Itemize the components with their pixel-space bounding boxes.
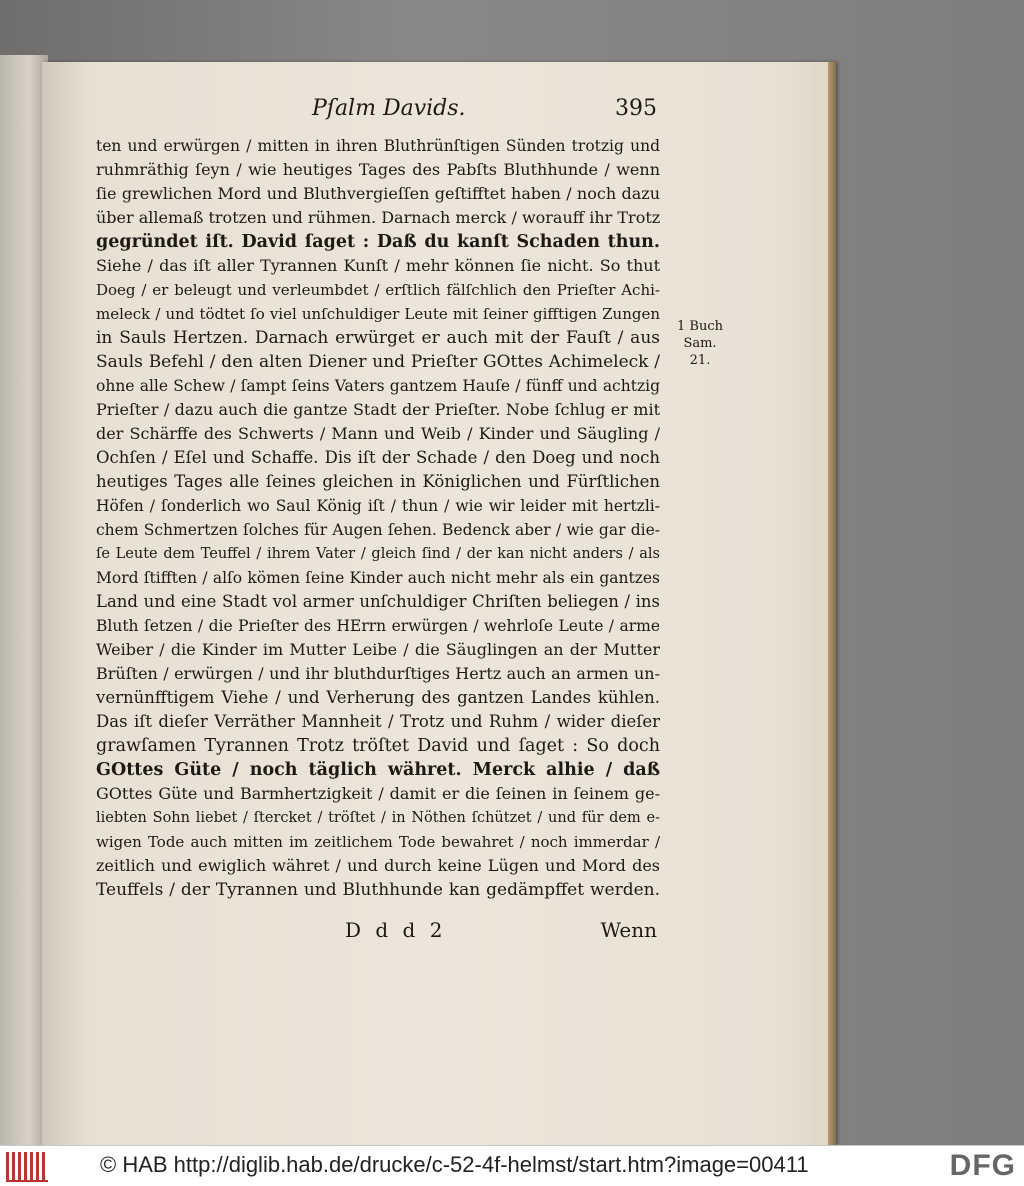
text-line: Siehe / das iſt aller Tyrannen Kunſt / mehr können ſie nicht. So thut [96, 256, 660, 275]
text-line: liebten Sohn liebet / ſtercket / tröſtet / in Nöthen ſchützet / und für dem e- [96, 810, 660, 826]
text-line: in Sauls Hertzen. Darnach erwürget er auch mit der Fauſt / aus [96, 328, 660, 348]
text-line: Land und eine Stadt vol armer unſchuldiger Chriſten beliegen / ins [96, 592, 660, 611]
margin-note-line: Sam. [683, 336, 717, 351]
barcode-icon [6, 1152, 48, 1182]
text-line: Höfen / ſonderlich wo Saul König iſt / thun / wie wir leider mit hertzli- [96, 497, 660, 515]
catchline [345, 918, 657, 944]
running-head [312, 96, 657, 126]
margin-note-line: 1 Buch [677, 319, 723, 334]
text-line: Das iſt dieſer Verräther Mannheit / Trotz und Ruhm / wider dieſer [96, 712, 660, 731]
text-line: GOttes Güte und Barmhertzigkeit / damit er die ſeinen in ſeinem ge- [96, 784, 660, 803]
text-line: gegründet iſt. David ſaget : Daß du kanſt Schaden thun. [96, 232, 660, 252]
text-line: der Schärffe des Schwerts / Mann und Weib / Kinder und Säugling / [96, 424, 660, 443]
text-line: heutiges Tages alle ſeines gleichen in Königlichen und Fürſtlichen [96, 472, 660, 491]
text-line: Brüſten / erwürgen / und ihr bluthdurſtiges Hertz auch an armen un- [96, 664, 660, 683]
text-line: Sauls Befehl / den alten Diener und Prieſter GOttes Achimeleck / [96, 352, 660, 372]
running-title: Pſalm Davids. [312, 96, 466, 121]
margin-note [670, 318, 730, 369]
credit-link[interactable]: © HAB http://diglib.hab.de/drucke/c-52-4f-helmst/start.htm?image=00411 [100, 1152, 809, 1177]
text-line: Doeg / er beleugt und verleumbdet / erſtlich fälſchlich den Prieſter Achi- [96, 281, 660, 299]
text-line: Prieſter / dazu auch die gantze Stadt der Prieſter. Nobe ſchlug er mit [96, 400, 660, 419]
text-line: chem Schmertzen ſolches für Augen ſehen. Bedenck aber / wie gar die- [96, 521, 660, 539]
text-line: Teuffels / der Tyrannen und Bluthhunde kan gedämpffet werden. [96, 880, 660, 900]
page-number: 395 [615, 96, 657, 121]
text-line: ruhmräthig ſeyn / wie heutiges Tages des Pabſts Bluthhunde / wenn [96, 160, 660, 179]
text-line: zeitlich und ewiglich währet / und durch keine Lügen und Mord des [96, 856, 660, 875]
text-line: vernünfftigem Viehe / und Verherung des gantzen Landes kühlen. [96, 688, 660, 707]
text-line: meleck / und tödtet ſo viel unſchuldiger Leute mit ſeiner gifftigen Zungen [96, 305, 660, 323]
margin-note-line: 21. [689, 353, 711, 368]
text-line: Ochſen / Eſel und Schaffe. Dis iſt der Schade / den Doeg und noch [96, 448, 660, 467]
page-fore-edge [828, 62, 836, 1145]
text-line: ten und erwürgen / mitten in ihren Bluthrünſtigen Sünden trotzig und [96, 137, 660, 155]
catchword: Wenn [600, 918, 657, 942]
text-line: Weiber / die Kinder im Mutter Leibe / die Säuglingen an der Mutter [96, 640, 660, 659]
signature-mark: D d d 2 [345, 918, 447, 942]
text-line: ſie grewlichen Mord und Bluthvergieſſen geſtifftet haben / noch dazu [96, 184, 660, 203]
text-line: ohne alle Schew / ſampt ſeins Vaters gantzem Hauſe / fünff und achtzig [96, 377, 660, 395]
text-line: grawſamen Tyrannen Trotz tröſtet David und ſaget : So doch [96, 736, 660, 756]
footer-bar [0, 1145, 1024, 1186]
text-line: ſe Leute dem Teuffel / ihrem Vater / gleich ſind / der kan nicht anders / als [96, 546, 660, 562]
previous-page-edge [0, 55, 48, 1145]
text-line: wigen Tode auch mitten im zeitlichem Tode bewahret / noch immerdar / [96, 833, 660, 851]
dfg-logo: DFG [949, 1149, 1016, 1182]
body-text [96, 134, 660, 902]
text-line: Mord ſtifften / alſo kömen ſeine Kinder auch nicht mehr als ein gantzes [96, 569, 660, 587]
text-line: GOttes Güte / noch täglich währet. Merck alhie / daß [96, 760, 660, 780]
text-line: über allemaß trotzen und rühmen. Darnach merck / worauff ihr Trotz [96, 208, 660, 227]
text-line: Bluth ſetzen / die Prieſter des HErrn erwürgen / wehrloſe Leute / arme [96, 617, 660, 635]
